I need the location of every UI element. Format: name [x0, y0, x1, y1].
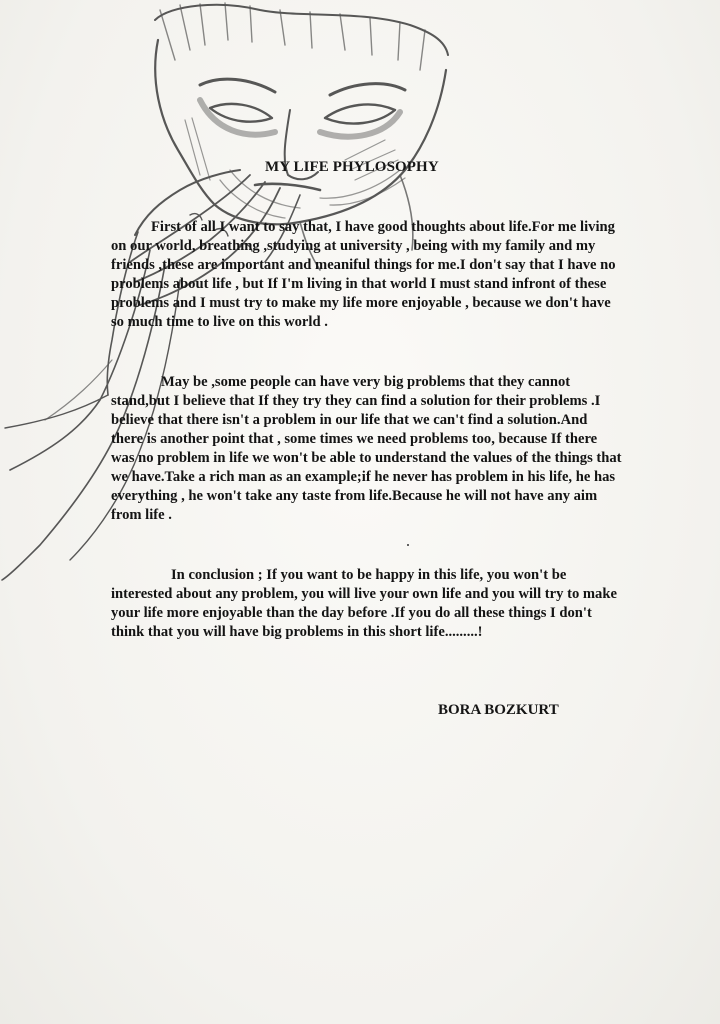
ink-dot	[407, 544, 409, 546]
author-signature: BORA BOZKURT	[438, 702, 559, 718]
paragraph-2: May be ,some people can have very big problems that they cannot stand,but I believe that If they try they can find a solution for their problems .I believe that there isn't a problem in our life that we can't find a solution.And there is another point that , some times we need problems too, because If there was no problem in life we won't be able to understand the values of the things that we have.Take a rich man as an example;if he never has problem in his life, he has everything , he won't take any taste from life.Because he will not have any aim from life .	[111, 374, 622, 523]
document-title: MY LIFE PHYLOSOPHY	[265, 159, 439, 175]
paragraph-1: First of all I want to say that, I have good thoughts about life.For me living on our world, breathing ,studying at university , being with my family and my friends ,these are important and meaniful things for me.I don't say that I have no problems about life , but If I'm living in that world I must stand infront of these problems and I must try to make my life more enjoyable , because we don't have so much time to live on this world .	[111, 219, 616, 330]
paragraph-3: In conclusion ; If you want to be happy in this life, you won't be interested about any problem, you will live your own life and you will try to make your life more enjoyable than the day before .If you do all these things I don't think that you will have big problems in this short life.........!	[111, 567, 617, 640]
